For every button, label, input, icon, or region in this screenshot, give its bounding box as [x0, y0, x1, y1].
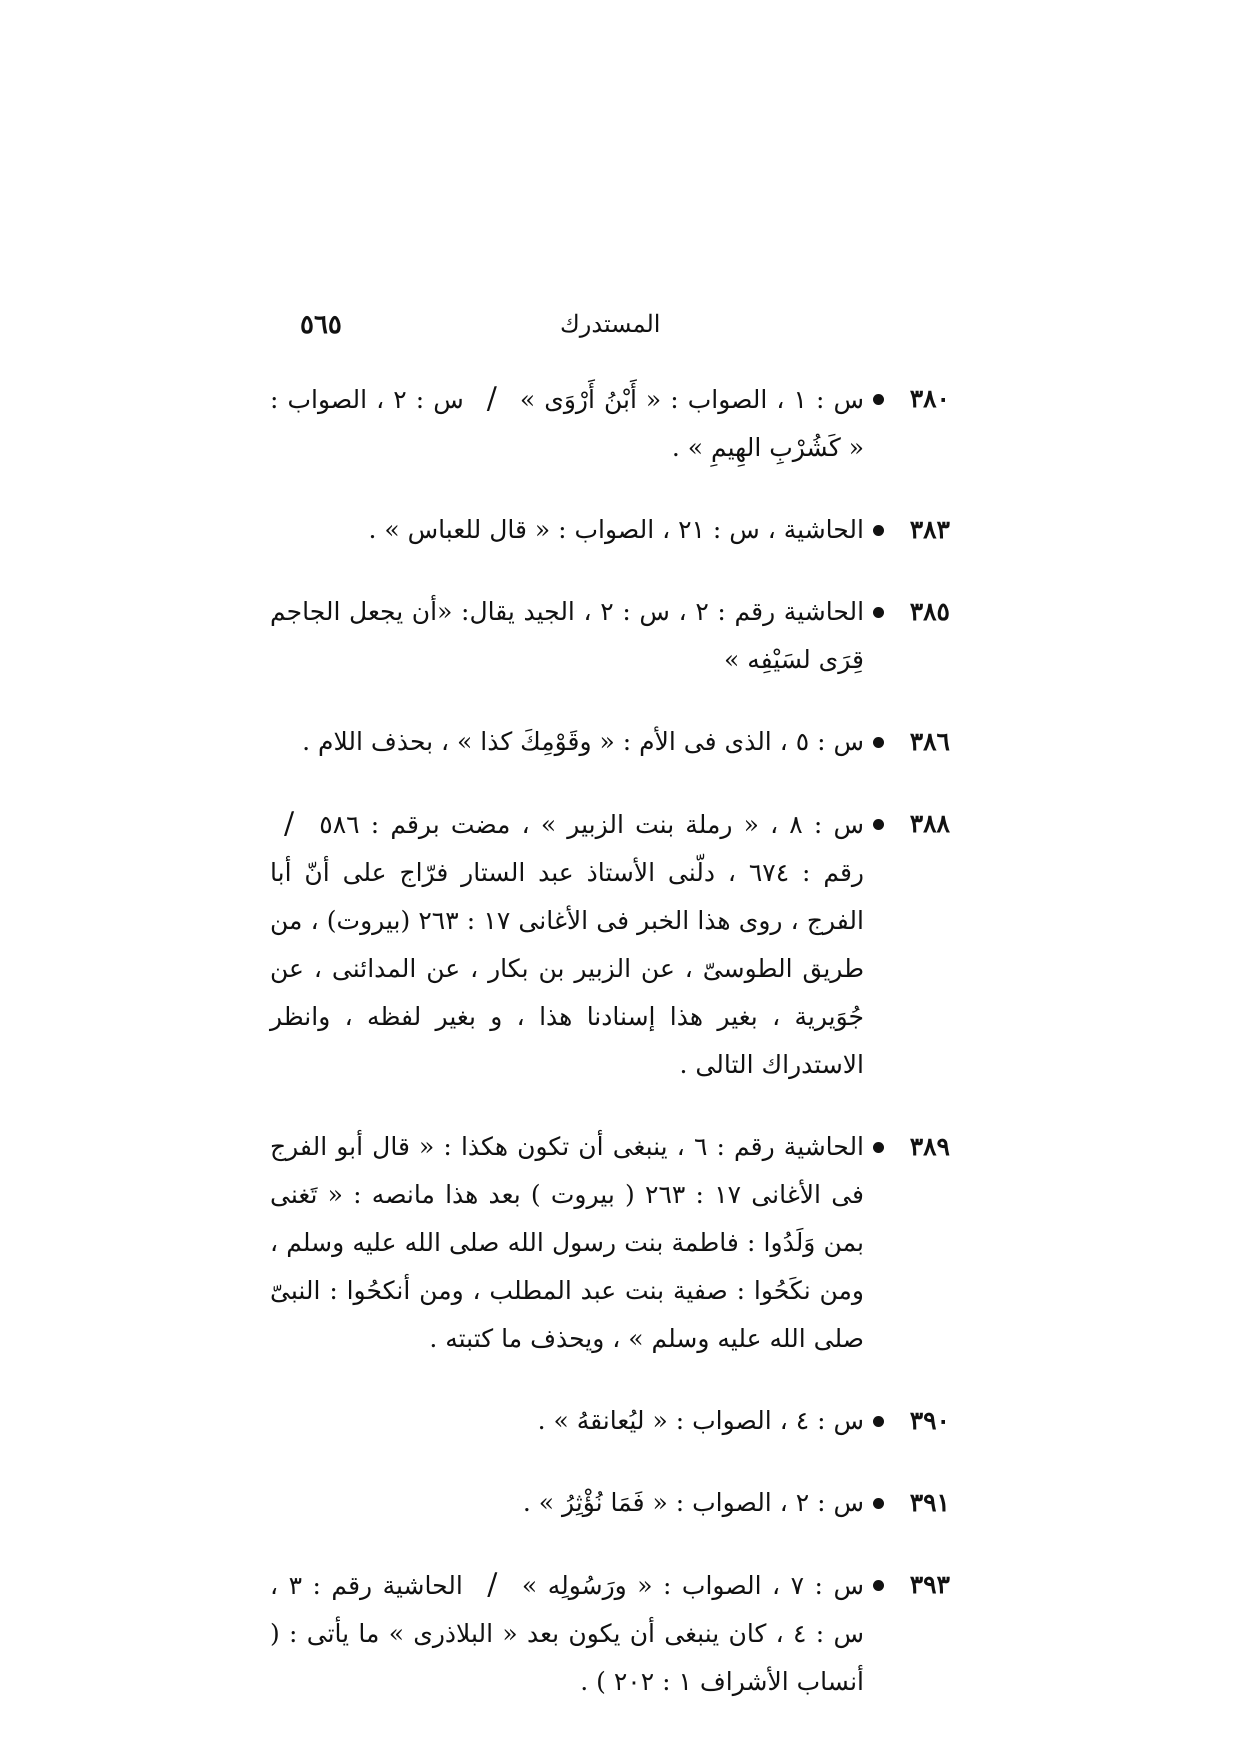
entry-385	[270, 588, 950, 684]
entry-number: ٣٩٠	[909, 1406, 950, 1435]
separator-slash: /	[284, 806, 295, 841]
entry-text-part2: س : ٢ ، الصواب : « كَشُرْبِ الهِيمِ » .	[270, 385, 864, 462]
bullet-icon	[864, 375, 892, 423]
entry-text	[270, 1561, 864, 1706]
entry-text-part2: رقم : ٦٧٤ ، دلّنى الأستاذ عبد الستار فرّاج على أنّ أبا الفرج ، روى هذا الخبر فى الأغانى ١٧ : ٢٦٣ (بيروت) ، من طريق الطوسىّ ، عن الزبير بن بكار ، عن المدائنى ، عن جُوَيرية ، بغير هذا إسنادنا هذا ، و بغير لفظه ، وانظر الاستدراك التالى .	[270, 858, 864, 1079]
entry-386	[270, 718, 950, 766]
bullet-icon	[864, 588, 892, 636]
entry-383	[270, 506, 950, 554]
entry-text: س : ٤ ، الصواب : « ليُعانقهُ » .	[537, 1406, 864, 1435]
bullet-icon	[864, 718, 892, 766]
page-number: ٥٦٥	[300, 310, 342, 340]
entry-text-part1: س : ٧ ، الصواب : « ورَسُولِه »	[521, 1571, 864, 1600]
bullet-icon	[864, 800, 892, 848]
entry-text: الحاشية رقم : ٦ ، ينبغى أن تكون هكذا : « قال أبو الفرج فى الأغانى ١٧ : ٢٦٣ ( بيروت ) بعد هذا مانصه : « تَغنى بمن وَلَدُوا : فاطمة بنت رسول الله صلى الله عليه وسلم ، ومن نكَحُوا : صفية بنت عبد المطلب ، ومن أنكحُوا : النبىّ صلى الله عليه وسلم » ، ويحذف ما كتبته .	[270, 1132, 865, 1353]
bullet-icon	[864, 1561, 892, 1609]
entry-text-part1: س : ٨ ، « رملة بنت الزبير » ، مضت برقم : ٥٨٦	[319, 810, 864, 839]
entry-388	[270, 800, 950, 1089]
entry-393	[270, 1561, 950, 1706]
separator-slash: /	[487, 1567, 498, 1602]
entry-number: ٣٩٣	[909, 1570, 950, 1599]
entry-text: الحاشية رقم : ٢ ، س : ٢ ، الجيد يقال: «أن يجعل الجاجم قِرَى لسَيْفِه »	[270, 597, 865, 674]
entry-text	[270, 375, 864, 472]
entry-text: س : ٢ ، الصواب : « فَمَا نُؤْثِرُ » .	[522, 1488, 864, 1517]
bullet-icon	[864, 1397, 892, 1445]
entry-number: ٣٨٥	[909, 597, 950, 626]
entry-text: الحاشية ، س : ٢١ ، الصواب : « قال للعباس » .	[368, 515, 864, 544]
entry-389	[270, 1123, 950, 1363]
entry-390	[270, 1397, 950, 1445]
entry-number: ٣٨٠	[909, 384, 950, 413]
entry-text-part1: س : ١ ، الصواب : « أَبْنُ أَرْوَى »	[519, 385, 864, 414]
bullet-icon	[864, 1123, 892, 1171]
corrections-list	[270, 375, 950, 1740]
header-title: المستدرك	[560, 310, 661, 338]
running-head	[0, 310, 1240, 350]
bullet-icon	[864, 1479, 892, 1527]
entry-number: ٣٩١	[909, 1488, 950, 1517]
entry-number: ٣٨٩	[909, 1132, 950, 1161]
entry-380	[270, 375, 950, 472]
entry-number: ٣٨٦	[909, 727, 950, 756]
entry-391	[270, 1479, 950, 1527]
entry-text: س : ٥ ، الذى فى الأم : « وقَوْمِكَ كذا » ، بحذف اللام .	[302, 727, 864, 756]
separator-slash: /	[486, 381, 497, 416]
entry-number: ٣٨٣	[909, 515, 950, 544]
entry-text	[270, 800, 864, 1089]
bullet-icon	[864, 506, 892, 554]
entry-number: ٣٨٨	[909, 809, 950, 838]
entry-text-part2: الحاشية رقم : ٣ ، س : ٤ ، كان ينبغى أن يكون بعد « البلاذرى » ما يأتى : ( أنساب الأشراف ١ : ٢٠٢ ) .	[270, 1571, 864, 1696]
